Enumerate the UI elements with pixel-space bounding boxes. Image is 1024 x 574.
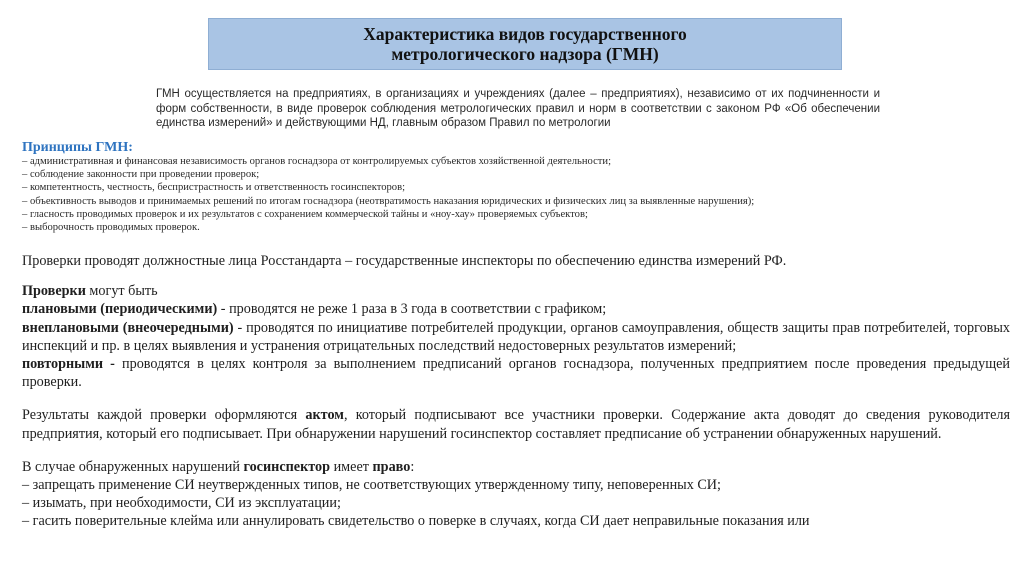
rights-item: – гасить поверительные клейма или аннулировать свидетельство о поверке в случаях, когда СИ дает неправильные показания или bbox=[22, 513, 810, 530]
principle-item: – объективность выводов и принимаемых решений по итогам госнадзора (неотвратимость наказания юридических и физических лиц за выявленные нарушения); bbox=[22, 195, 755, 207]
repeat-rest: проводятся в целях контроля за выполнением предписаний органов госнадзора, полученных предприятием после проведения предыдущей проверки. bbox=[22, 356, 1011, 391]
repeat-bold: повторными - bbox=[22, 356, 115, 373]
principles-list bbox=[22, 155, 1002, 234]
planned-bold: плановыми (периодическими) bbox=[22, 301, 218, 318]
checks-repeat bbox=[22, 355, 1010, 391]
checks-lead-bold: Проверки bbox=[22, 283, 86, 300]
main-text bbox=[22, 252, 1010, 531]
rights-bold1: госинспектор bbox=[243, 458, 331, 475]
results-paragraph bbox=[22, 406, 1010, 442]
rights-lead bbox=[22, 458, 1010, 476]
unplanned-rest: - проводятся по инициативе потребителей продукции, органов самоуправления, обществ защиты прав потребителей, торговых инспекций и пр. в целях выявления и устранения отрицательных последствий недостоверных результатов измерений; bbox=[22, 319, 1010, 354]
checks-planned bbox=[22, 300, 1010, 318]
checks-lead-rest: могут быть bbox=[85, 283, 158, 300]
intro-paragraph: ГМН осуществляется на предприятиях, в организациях и учреждениях (далее – предприятиях), независимо от их подчиненности и форм собственности, в виде проверок соблюдения метрологических правил и норм в соответствии с законом РФ «Об обеспечении единства измерений» и действующими НД, главным образом Правил по метрологии bbox=[156, 88, 880, 130]
rights-part2: имеет bbox=[330, 458, 373, 475]
officials-paragraph: Проверки проводят должностные лица Росстандарта – государственные инспекторы по обеспечению единства измерений РФ. bbox=[22, 253, 787, 269]
title-banner bbox=[208, 18, 842, 70]
principles-section bbox=[22, 140, 1002, 234]
rights-bold2: право bbox=[372, 458, 411, 475]
principle-item: – выборочность проводимых проверок. bbox=[22, 222, 200, 234]
rights-item: – изымать, при необходимости, СИ из эксплуатации; bbox=[22, 495, 341, 512]
planned-rest: - проводятся не реже 1 раза в 3 года в соответствии с графиком; bbox=[217, 301, 607, 318]
rights-part3: : bbox=[410, 458, 415, 475]
rights-item: – запрещать применение СИ неутвержденных типов, не соответствующих утвержденному типу, неповеренных СИ; bbox=[22, 477, 721, 494]
principle-item: – соблюдение законности при проведении проверок; bbox=[22, 169, 260, 181]
principle-item: – компетентность, честность, беспристрастность и ответственность госинспекторов; bbox=[22, 182, 406, 194]
results-part2: , который подписывают все участники проверки. Содержание акта доводят до сведения руководителя предприятия, который его подписывает. При обнаружении нарушений госинспектор составляет предписание об устранении обнаруженных нарушений. bbox=[22, 407, 1011, 442]
checks-lead bbox=[22, 282, 1010, 300]
results-part1: Результаты каждой проверки оформляются bbox=[22, 407, 306, 424]
principle-item: – административная и финансовая независимость органов госнадзора от контролируемых субъектов хозяйственной деятельности; bbox=[22, 156, 612, 167]
page-title: Характеристика видов государственного метрологического надзора (ГМН) bbox=[363, 24, 687, 64]
unplanned-bold: внеплановыми (внеочередными) bbox=[22, 319, 234, 336]
results-bold: актом bbox=[305, 407, 344, 424]
principle-item: – гласность проводимых проверок и их результатов с сохранением коммерческой тайны и «ноу-хау» проверяемых субъектов; bbox=[22, 208, 588, 220]
rights-part1: В случае обнаруженных нарушений bbox=[22, 458, 244, 475]
principles-heading: Принципы ГМН: bbox=[22, 140, 133, 155]
checks-unplanned bbox=[22, 319, 1010, 355]
